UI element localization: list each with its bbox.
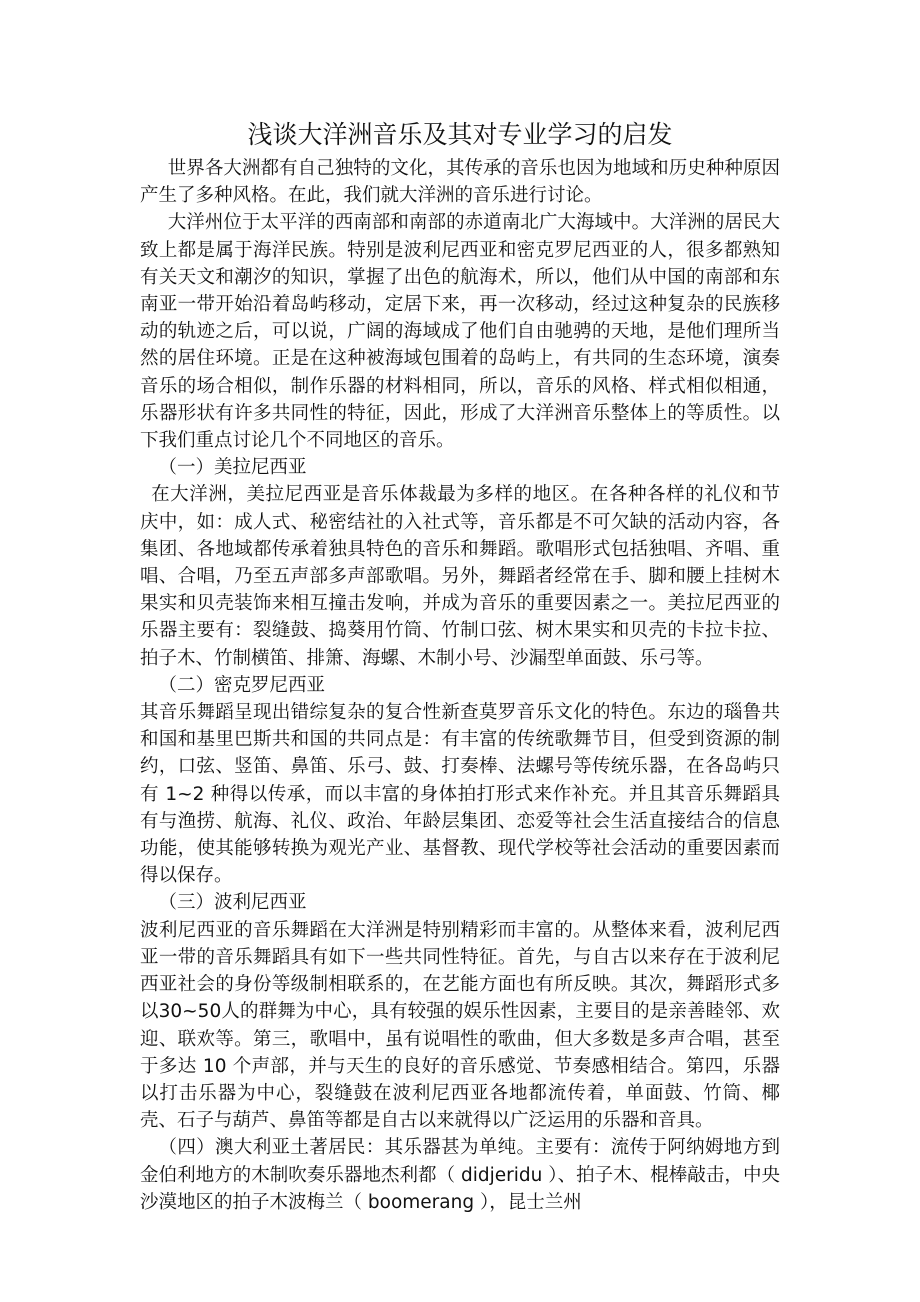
paragraph-overview: 大洋州位于太平洋的西南部和南部的赤道南北广大海域中。大洋洲的居民大致上都是属于海洋民族。特别是波利尼西亚和密克罗尼西亚的人，很多都熟知有关天文和潮汐的知识，掌握了出色的航海术，所以，他们从中国的南部和东南亚一带开始沿着岛屿移动，定居下来，再一次移动，经过这种复杂的民族移动的轨迹之后，可以说，广阔的海域成了他们自由驰骋的天地，是他们理所当然的居住环境。正是在这种被海域包围着的岛屿上，有共同的生态环境，演奏音乐的场合相似，制作乐器的材料相同，所以，音乐的风格、样式相似相通，乐器形状有许多共同性的特征，因此，形成了大洋洲音乐整体上的等质性。以下我们重点讨论几个不同地区的音乐。 <box>140 212 780 452</box>
section-heading-micronesia: （二）密克罗尼西亚 <box>158 674 326 696</box>
paragraph-intro: 世界各大洲都有自己独特的文化，其传承的音乐也因为地域和历史种种原因产生了多种风格。在此，我们就大洋洲的音乐进行讨论。 <box>140 158 780 207</box>
section-heading-melanesia: （一）美拉尼西亚 <box>158 457 307 479</box>
paragraph-australia: （四）澳大利亚土著居民：其乐器甚为单纯。主要有：流传于阿纳姆地方到金伯利地方的木制吹奏乐器地杰利都（ didjeridu ）、拍子木、棍棒敲击，中央沙漠地区的拍子木波梅兰（ boomerang ），昆士兰州 <box>140 1137 780 1213</box>
paragraph-micronesia: 其音乐舞蹈呈现出错综复杂的复合性新查莫罗音乐文化的特色。东边的瑙鲁共和国和基里巴斯共和国的共同点是：有丰富的传统歌舞节目，但受到资源的制约，口弦、竖笛、鼻笛、乐弓、鼓、打奏棒、法螺号等传统乐器，在各岛屿只有 1~2 种得以传承，而以丰富的身体拍打形式来作补充。并且其音乐舞蹈具有与渔捞、航海、礼仪、政治、年龄层集团、恋爱等社会生活直接结合的信息功能，使其能够转换为观光产业、基督教、现代学校等社会活动的重要因素而得以保存。 <box>140 702 780 887</box>
document-body <box>140 155 780 1216</box>
paragraph-polynesia: 波利尼西亚的音乐舞蹈在大洋洲是特别精彩而丰富的。从整体来看，波利尼西亚一带的音乐舞蹈具有如下一些共同性特征。首先，与自古以来存在于波利尼西亚社会的身份等级制相联系的，在艺能方面也有所反映。其次，舞蹈形式多以30~50人的群舞为中心，具有较强的娱乐性因素，主要目的是亲善睦邻、欢迎、联欢等。第三，歌唱中，虽有说唱性的歌曲，但大多数是多声合唱，甚至于多达 10 个声部，并与天生的良好的音乐感觉、节奏感相结合。第四，乐器以打击乐器为中心，裂缝鼓在波利尼西亚各地都流传着，单面鼓、竹筒、椰壳、石子与葫芦、鼻笛等都是自古以来就得以广泛运用的乐器和音具。 <box>140 919 780 1132</box>
paragraph-melanesia: 在大洋洲，美拉尼西亚是音乐体裁最为多样的地区。在各种各样的礼仪和节庆中，如：成人式、秘密结社的入社式等，音乐都是不可欠缺的活动内容，各集团、各地域都传承着独具特色的音乐和舞蹈。歌唱形式包括独唱、齐唱、重唱、合唱，乃至五声部多声部歌唱。另外，舞蹈者经常在手、脚和腰上挂树木果实和贝壳装饰来相互撞击发响，并成为音乐的重要因素之一。美拉尼西亚的乐器主要有：裂缝鼓、捣葵用竹筒、竹制口弦、树木果实和贝壳的卡拉卡拉、拍子木、竹制横笛、排箫、海螺、木制小号、沙漏型单面鼓、乐弓等。 <box>140 484 780 669</box>
section-heading-polynesia: （三）波利尼西亚 <box>158 892 307 914</box>
document-title: 浅谈大洋洲音乐及其对专业学习的启发 <box>247 120 673 149</box>
